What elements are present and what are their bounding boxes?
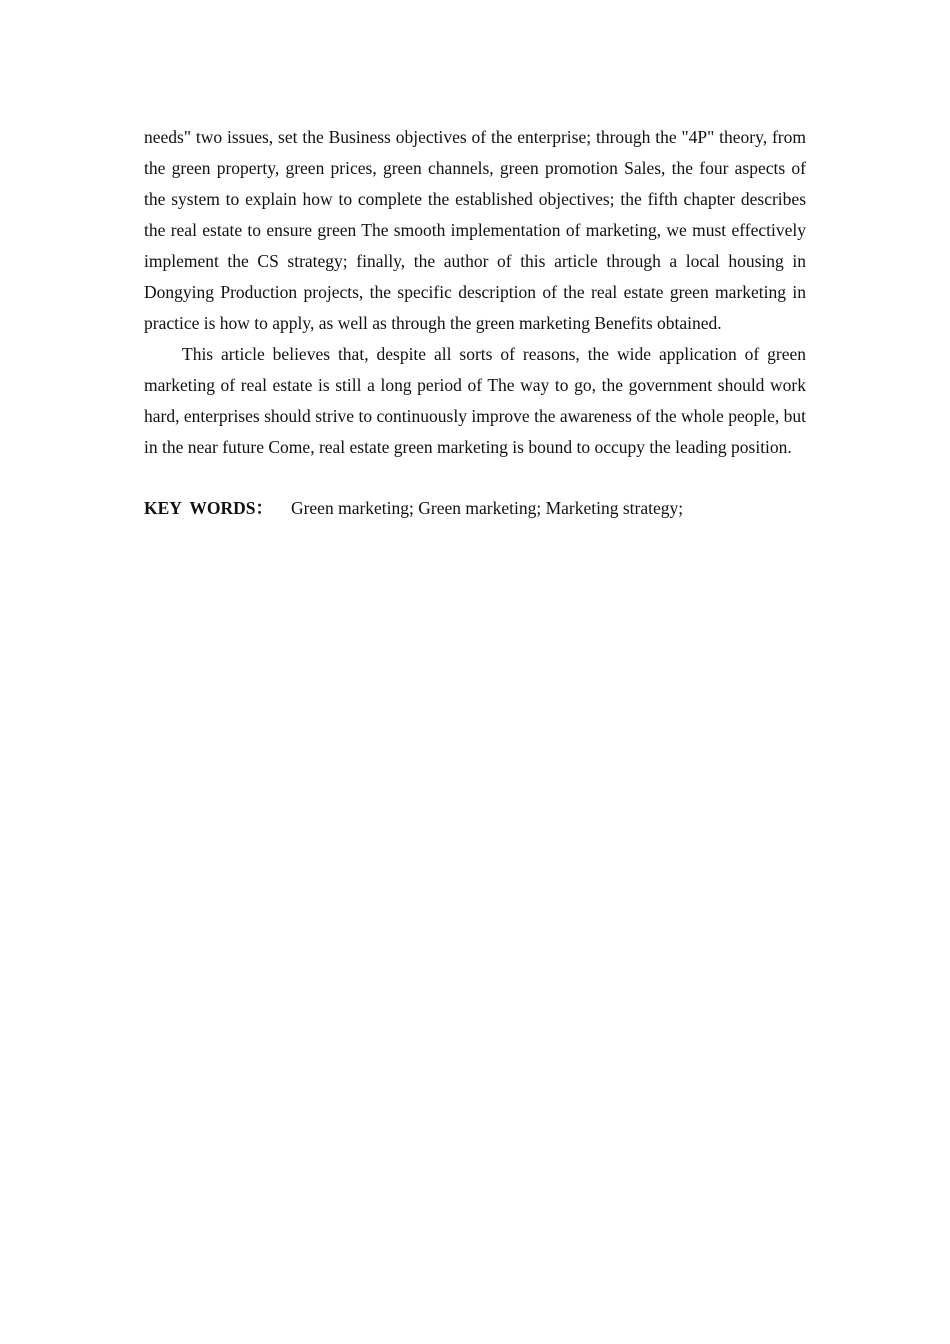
keywords-line [144,493,806,524]
keywords-separator: ： [255,498,273,518]
abstract-body [144,122,806,463]
document-page [144,122,806,524]
keywords-value: Green marketing; Green marketing; Marketing strategy; [290,498,684,518]
abstract-paragraph-continued: needs" two issues, set the Business objectives of the enterprise; through the "4P" theory, from the green property, green prices, green channels, green promotion Sales, the four aspects of the system to explain how to complete the established objectives; the fifth chapter describes the real estate to ensure green The smooth implementation of marketing, we must effectively implement the CS strategy; finally, the author of this article through a local housing in Dongying Production projects, the specific description of the real estate green marketing in practice is how to apply, as well as through the green marketing Benefits obtained. [144,127,806,333]
abstract-paragraph-conclusion: This article believes that, despite all sorts of reasons, the wide application of green marketing of real estate is still a long period of The way to go, the government should work hard, enterprises should strive to continuously improve the awareness of the whole people, but in the near future Come, real estate green marketing is bound to occupy the leading position. [144,344,806,457]
keywords-label: KEY WORDS [144,498,256,518]
